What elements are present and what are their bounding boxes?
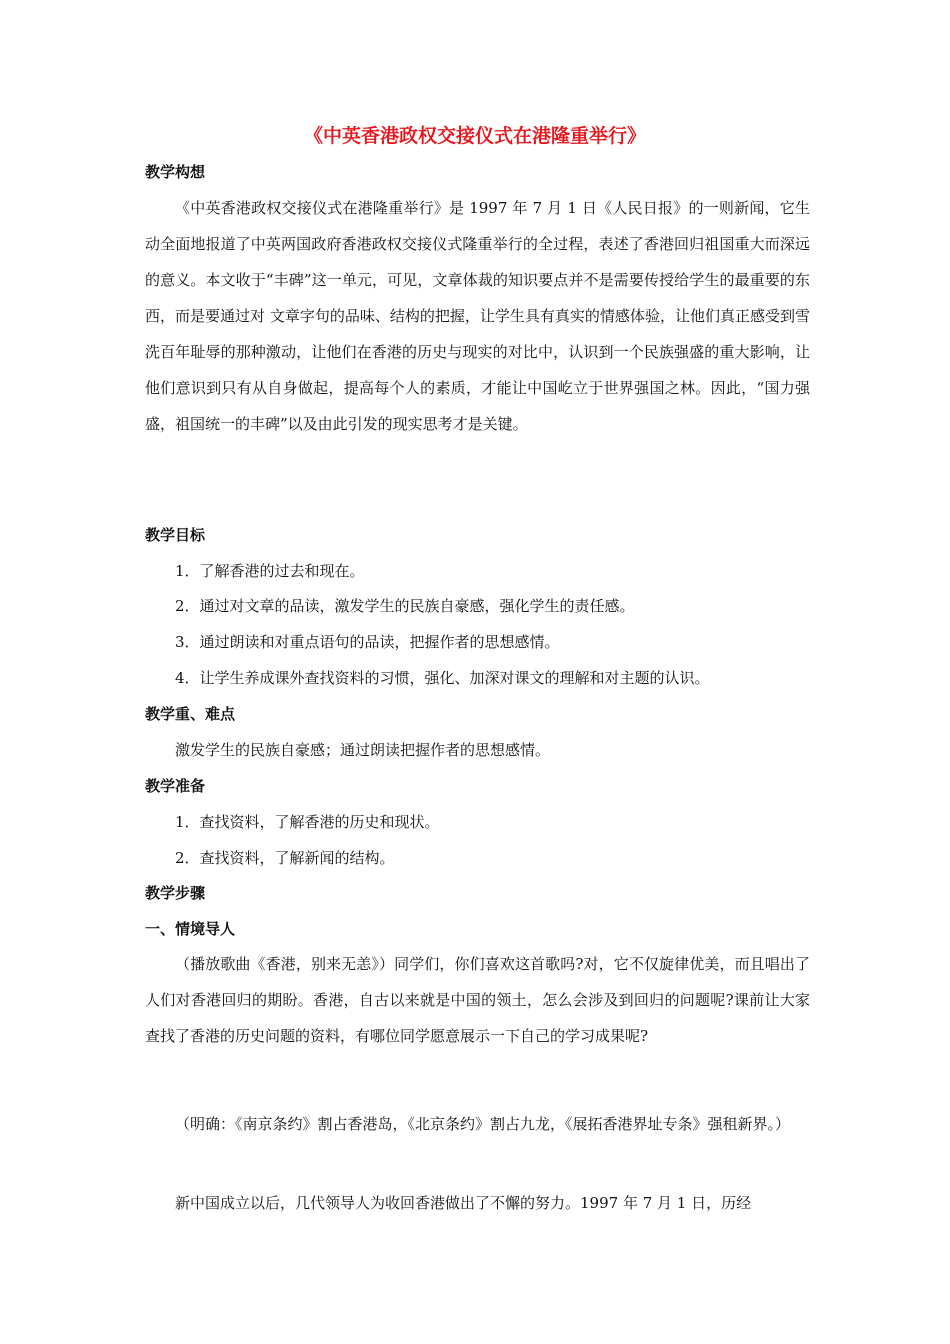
- paragraph-teaching-concept: 《中英香港政权交接仪式在港隆重举行》是 1997 年 7 月 1 日《人民日报》的一则新闻，它生动全面地报道了中英两国政府香港政权交接仪式隆重举行的全过程，表述了香港回归祖国重大而深远的意义。本文收于“丰碑”这一单元，可见，文章体裁的知识要点并不是需要传授给学生的最重要的东西，而是要通过对 文章字句的品味、结构的把握，让学生具有真实的情感体验，让他们真正感受到雪洗百年耻辱的那种激动，让他们在香港的历史与现实的对比中，认识到一个民族强盛的重大影响，让他们意识到只有从自身做起，提高每个人的素质，才能让中国屹立于世界强国之林。因此，“国力强盛，祖国统一的丰碑”以及由此引发的现实思考才是关键。: [145, 199, 810, 433]
- heading-key-points: 教学重、难点: [145, 705, 236, 723]
- goal-item-2: 2．通过对文章的品读，激发学生的民族自豪感，强化学生的责任感。: [175, 597, 635, 615]
- heading-step-1: 一、情境导人: [145, 920, 236, 938]
- key-points-text: 激发学生的民族自豪感；通过朗读把握作者的思想感情。: [175, 741, 551, 759]
- paragraph-step-1-clarify: （明确：《南京条约》割占香港岛，《北京条约》割占九龙，《展拓香港界址专条》强租新界。）: [175, 1115, 791, 1133]
- heading-teaching-preparation: 教学准备: [145, 777, 206, 795]
- preparation-item-2: 2．查找资料，了解新闻的结构。: [175, 849, 395, 867]
- paragraph-step-1-intro: （播放歌曲《香港，别来无恙》）同学们，你们喜欢这首歌吗?对，它不仅旋律优美，而且唱出了人们对香港回归的期盼。香港，自古以来就是中国的领土，怎么会涉及到回归的问题呢?课前让大家查找了香港的历史问题的资料，有哪位同学愿意展示一下自己的学习成果呢?: [145, 955, 810, 1045]
- heading-teaching-steps: 教学步骤: [145, 884, 206, 902]
- heading-teaching-concept: 教学构想: [145, 163, 206, 181]
- goal-item-4: 4．让学生养成课外查找资料的习惯，强化、加深对课文的理解和对主题的认识。: [175, 669, 710, 687]
- heading-teaching-goals: 教学目标: [145, 526, 206, 544]
- document-title: 《中英香港政权交接仪式在港隆重举行》: [303, 125, 646, 147]
- goal-item-1: 1．了解香港的过去和现在。: [175, 562, 365, 580]
- paragraph-step-1-continue: 新中国成立以后，几代领导人为收回香港做出了不懈的努力。1997 年 7 月 1 日，历经: [175, 1194, 752, 1212]
- goal-item-3: 3．通过朗读和对重点语句的品读，把握作者的思想感情。: [175, 633, 560, 651]
- preparation-item-1: 1．查找资料，了解香港的历史和现状。: [175, 813, 440, 831]
